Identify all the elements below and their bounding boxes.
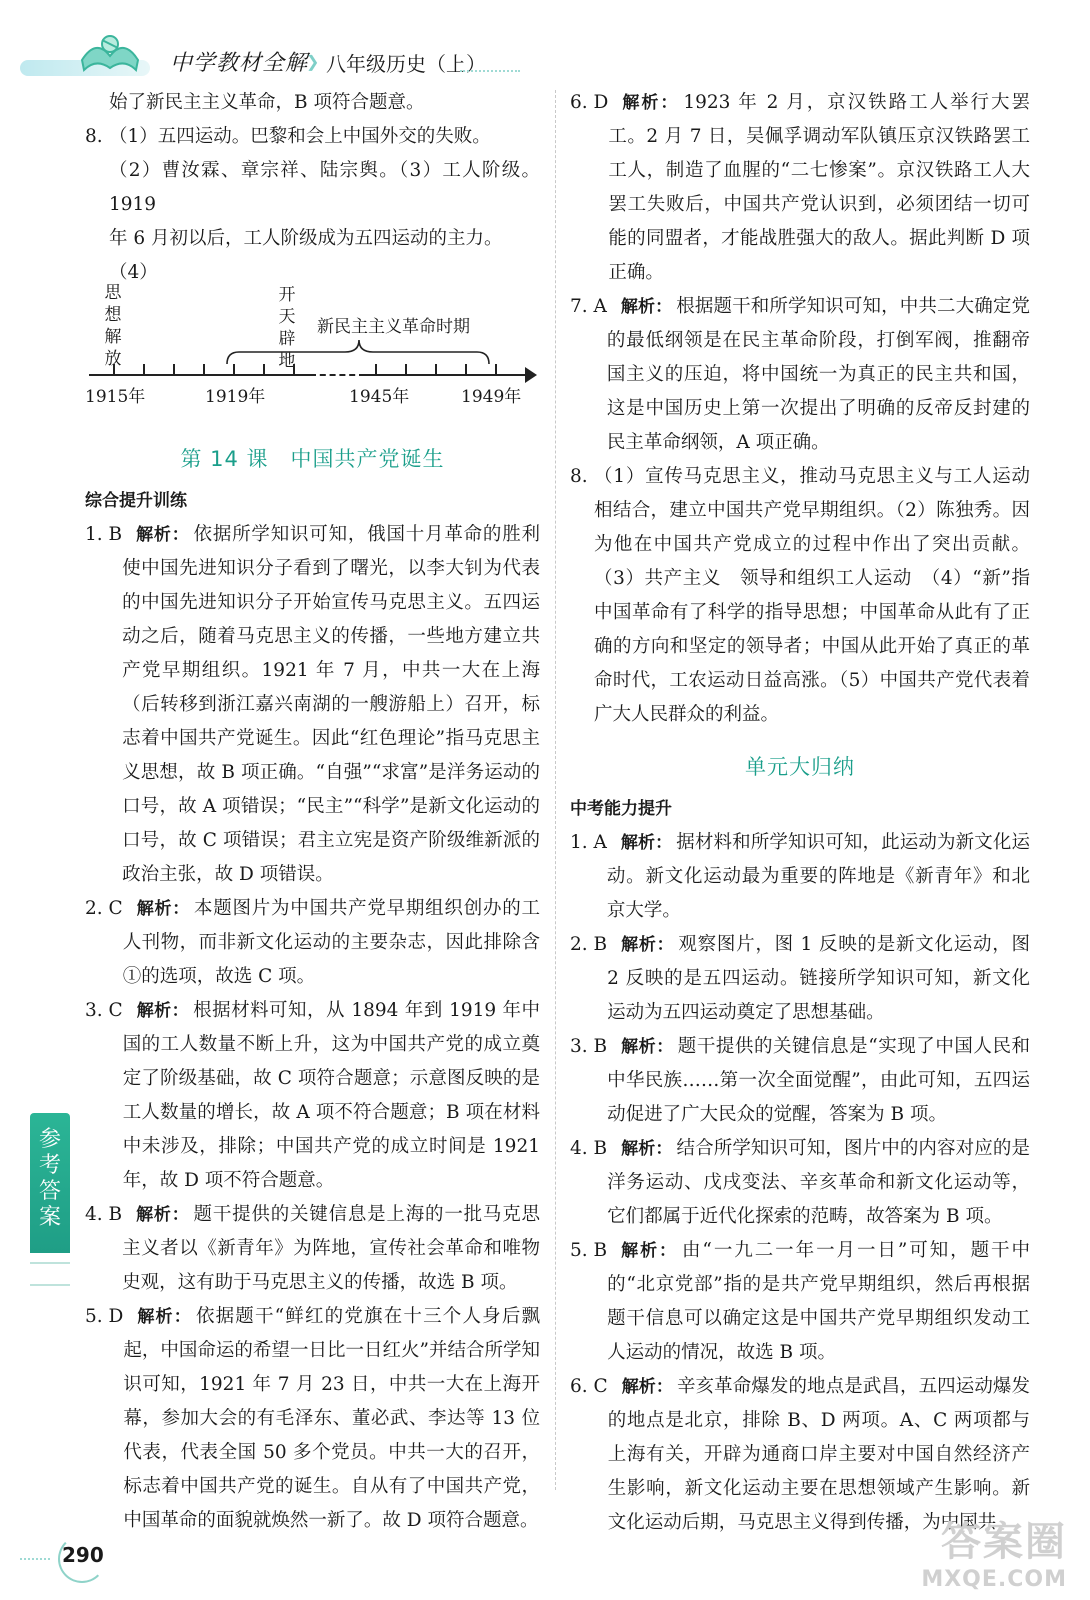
tick (263, 364, 265, 376)
analysis-tag: 解析： (621, 1139, 673, 1159)
answer-item (570, 1030, 1030, 1132)
answer-item-8 (570, 460, 1030, 732)
timeline-label-pioneer: 开天辟地 (278, 285, 296, 371)
analysis-tag: 解析： (136, 1205, 190, 1225)
item-number: 3. C (85, 1000, 123, 1021)
item-number: 6. D (570, 92, 609, 113)
header-divider (460, 70, 520, 72)
analysis-tag: 解析： (620, 833, 673, 853)
q8-answer-text: （1）宣传马克思主义，推动马克思主义与工人运动相结合，建立中国共产党早期组织。（2）陈独秀。因为他在中国共产党成立的过程中作出了突出贡献。（3）共产主义 领导和组织工人运动 （4）“新”指中国革命有了科学的指导思想；中国革命从此有了正确的方向和坚定的领导者；中国从此开始了真正的革命时代，工农运动日益高涨。（5）中国共产党代表着广大人民群众的利益。 (594, 466, 1030, 725)
lesson-title: 第 14 课 中国共产党诞生 (180, 447, 445, 471)
continuation-text: 始了新民主主义革命，B 项符合题意。 (109, 92, 425, 113)
tick (233, 364, 235, 376)
q8-line-4: （4） (109, 262, 158, 283)
tick (173, 364, 175, 376)
analysis-text: 辛亥革命爆发的地点是武昌，五四运动爆发的地点是北京，排除 B、D 两项。A、C 两项都与上海有关，开辟为通商口岸主要对中国自然经济产生影响，新文化运动主要在思想领域产生影响。新文化运动后期，马克思主义得到传播，为中国共 (607, 1376, 1030, 1533)
timeline-diagram (85, 283, 540, 430)
period-brace (225, 336, 495, 366)
analysis-tag: 解析： (137, 1307, 192, 1327)
answer-item (570, 928, 1030, 1030)
timeline-year: 1915年 (85, 387, 146, 407)
answer-item (85, 1300, 540, 1538)
analysis-tag: 解析： (136, 899, 190, 919)
item-number: 1. A (570, 832, 607, 853)
right-column (570, 86, 1030, 1540)
timeline-axis (89, 374, 529, 376)
side-tab-decoration (30, 1262, 70, 1286)
analysis-text: 根据材料可知，从 1894 年到 1919 年中国的工人数量不断上升，这为中国共产党的成立奠定了阶级基础，故 C 项符合题意；示意图反映的是工人数量的增长，故 A 项不符合题意；B 项在材料中未涉及，排除；中国共产党的成立时间是 1921 年，故 D 项不符合题意。 (122, 1000, 540, 1191)
section-heading: 综合提升训练 (85, 491, 187, 511)
tick (435, 364, 437, 376)
analysis-tag: 解析： (621, 1377, 673, 1397)
footer-divider (20, 1558, 50, 1560)
analysis-text: 结合所学知识可知，图片中的内容对应的是洋务运动、戊戌变法、辛亥革命和新文化运动等，它们都属于近代化探索的范畴，故答案为 B 项。 (607, 1138, 1030, 1227)
book-title: 中学教材全解 (170, 51, 309, 76)
column-divider (555, 90, 556, 1490)
answer-list-left (85, 518, 540, 1538)
tick (375, 364, 377, 376)
section-heading: 中考能力提升 (570, 799, 672, 819)
arrow-right-icon (525, 367, 537, 383)
tick (203, 364, 205, 376)
item-number: 4. B (570, 1138, 608, 1159)
analysis-text: 题干提供的关键信息是“实现了中国人民和中华民族……第一次全面觉醒”，由此可知，五四运动促进了广大民众的觉醒，答案为 B 项。 (607, 1036, 1031, 1125)
answer-item-8 (85, 120, 540, 290)
tick (113, 364, 115, 376)
answer-item (85, 518, 540, 892)
timeline-year: 1949年 (461, 387, 522, 407)
analysis-tag: 解析： (620, 297, 673, 317)
analysis-tag: 解析： (621, 1241, 678, 1261)
timeline-year: 1919年 (205, 387, 266, 407)
analysis-text: 根据题干和所学知识可知，中共二大确定党的最低纲领是在民主革命阶段，打倒军阀，推翻帝国主义的压迫，将中国统一为真正的民主共和国，这是中国历史上第一次提出了明确的反帝反封建的民主革命纲领，A 项正确。 (606, 296, 1030, 453)
analysis-text: 观察图片，图 1 反映的是新文化运动，图 2 反映的是五四运动。链接所学知识可知，新文化运动为五四运动奠定了思想基础。 (607, 934, 1030, 1023)
analysis-tag: 解析： (136, 525, 190, 545)
side-tab-label: 参考答案 (38, 1127, 61, 1230)
item-number: 8. (85, 126, 103, 147)
tick (495, 364, 497, 376)
item-number: 2. B (570, 934, 608, 955)
answer-item (85, 1198, 540, 1300)
item-number: 6. C (570, 1376, 608, 1397)
watermark-url: MXQE.COM (921, 1567, 1067, 1592)
reference-answer-tab (30, 1113, 70, 1253)
item-number: 3. B (570, 1036, 608, 1057)
answer-item (570, 290, 1030, 460)
item-number: 8. (570, 466, 588, 487)
answer-item (85, 892, 540, 994)
tick (465, 364, 467, 376)
analysis-text: 1923 年 2 月，京汉铁路工人举行大罢工。2 月 7 日，吴佩孚调动军队镇压京汉铁路罢工工人，制造了血腥的“二七惨案”。京汉铁路工人大罢工失败后，中国共产党认识到，必须团结一切可能的同盟者，才能战胜强大的敌人。据此判断 D 项正确。 (608, 92, 1030, 283)
q8-line-3: 年 6 月初以后，工人阶级成为五四运动的主力。 (109, 228, 503, 249)
item-number: 5. B (570, 1240, 608, 1261)
tick (293, 364, 295, 376)
q8-line-1: （1）五四运动。巴黎和会上中国外交的失败。 (109, 126, 491, 147)
q8-line-2: （2）曹汝霖、章宗祥、陆宗舆。（3）工人阶级。1919 (109, 160, 540, 215)
timeline-label-thought: 思想解放 (104, 283, 122, 369)
item-number: 4. B (85, 1204, 123, 1225)
timeline-gap (310, 374, 365, 376)
answer-item (570, 1234, 1030, 1370)
tick (405, 364, 407, 376)
analysis-text: 本题图片为中国共产党早期组织创办的工人刊物，而非新文化运动的主要杂志，因此排除含①的选项，故选 C 项。 (122, 898, 540, 987)
timeline-label-period: 新民主主义革命时期 (317, 317, 470, 337)
answer-item (570, 826, 1030, 928)
analysis-text: 由“一九二一年一月一日”可知，题干中的“北京党部”指的是共产党早期组织，然后再根据题干信息可以确定这是中国共产党早期组织发动工人运动的情况，故选 B 项。 (607, 1240, 1030, 1363)
left-column (85, 86, 540, 1538)
analysis-text: 依据所学知识可知，俄国十月革命的胜利使中国先进知识分子看到了曙光，以李大钊为代表的中国先进知识分子开始宣传马克思主义。五四运动之后，随着马克思主义的传播，一些地方建立共产党早期组织。1921 年 7 月，中共一大在上海（后转移到浙江嘉兴南湖的一艘游船上）召开，标志着中国共产党诞生。因此“红色理论”指马克思主义思想，故 B 项正确。“自强”“求富”是洋务运动的口号，故 A 项错误；“民主”“科学”是新文化运动的口号，故 C 项错误；君主立宪是资产阶级维新派的政治主张，故 D 项错误。 (122, 524, 541, 885)
analysis-tag: 解析： (622, 93, 680, 113)
analysis-text: 依据题干“鲜红的党旗在十三个人身后飘起，中国命运的希望一日比一日红火”并结合所学知识可知，1921 年 7 月 23 日，中共一大在上海开幕，参加大会的有毛泽东、董必武、李达等 13 位代表，代表全国 50 多个党员。中共一大的召开，标志着中国共产党的诞生。自从有了中国共产党，中国革命的面貌就焕然一新了。故 D 项符合题意。 (123, 1306, 541, 1531)
item-number: 1. B (85, 524, 123, 545)
page-number: 290 (62, 1543, 104, 1567)
watermark (892, 1510, 1067, 1592)
item-number: 5. D (85, 1306, 124, 1327)
answer-item (570, 86, 1030, 290)
analysis-text: 题干提供的关键信息是上海的一批马克思主义者以《新青年》为阵地，宣传社会革命和唯物史观，这有助于马克思主义的传播，故选 B 项。 (122, 1204, 541, 1293)
analysis-tag: 解析： (136, 1001, 190, 1021)
watermark-title: 答案圈 (941, 1519, 1067, 1565)
item-number: 7. A (570, 296, 607, 317)
analysis-tag: 解析： (621, 1037, 674, 1057)
unit-summary-title: 单元大归纳 (745, 755, 855, 779)
analysis-tag: 解析： (621, 935, 675, 955)
page-header (0, 0, 1090, 90)
tick (143, 364, 145, 376)
item-number: 2. C (85, 898, 123, 919)
answer-list-right (570, 826, 1030, 1540)
timeline-year: 1945年 (349, 387, 410, 407)
analysis-text: 据材料和所学知识可知，此运动为新文化运动。新文化运动最为重要的阵地是《新青年》和北京大学。 (606, 832, 1030, 921)
chevron-right-icon: ❯ (306, 52, 320, 71)
book-subtitle: 八年级历史（上） (326, 52, 486, 76)
answer-item (85, 994, 540, 1198)
answer-item (570, 1132, 1030, 1234)
book-logo-icon (76, 30, 144, 80)
